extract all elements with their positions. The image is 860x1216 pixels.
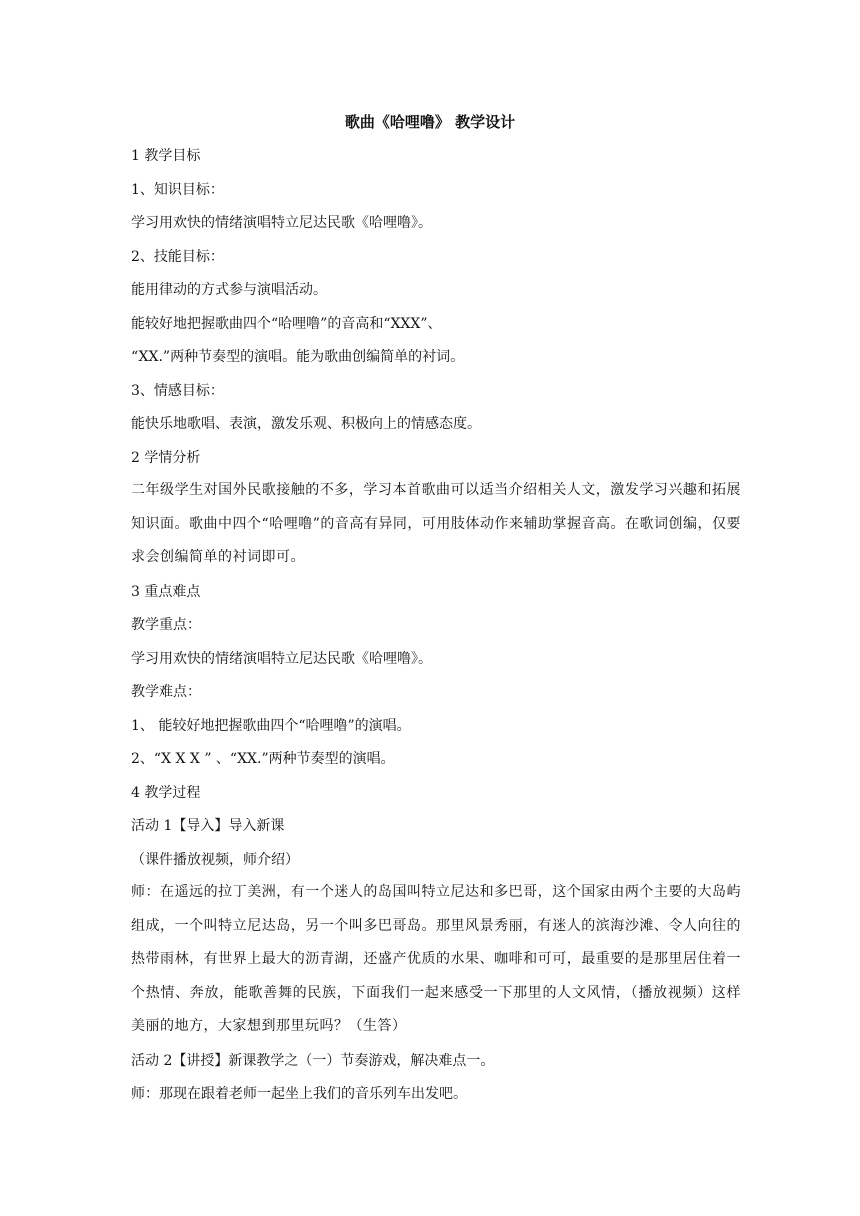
document-title: 歌曲《哈哩噜》 教学设计 bbox=[344, 113, 516, 131]
activity-1-paragraph: 师：在遥远的拉丁美洲，有一个迷人的岛国叫特立尼达和多巴哥，这个国家由两个主要的大岛屿组成，一个叫特立尼达岛，另一个叫多巴哥岛。那里风景秀丽，有迷人的滨海沙滩、令人向往的热带雨林，有世界上最大的沥青湖，还盛产优质的水果、咖啡和可可，最重要的是那里居住着一个热情、奔放，能歌善舞的民族，下面我们一起来感受一下那里的人文风情，（播放视频）这样美丽的地方，大家想到那里玩吗？（生答） bbox=[131, 884, 741, 1035]
knowledge-goal-text: 学习用欢快的情绪演唱特立尼达民歌《哈哩噜》。 bbox=[131, 215, 432, 231]
skill-goal-line-3: “XX.”两种节奏型的演唱。能为歌曲创编简单的衬词。 bbox=[131, 349, 465, 365]
section-heading-process: 4 教学过程 bbox=[131, 784, 201, 801]
activity-1-heading: 活动 1【导入】导入新课 bbox=[131, 818, 285, 834]
section-heading-analysis: 2 学情分析 bbox=[131, 449, 201, 466]
document-body bbox=[131, 146, 741, 1118]
key-point-text: 学习用欢快的情绪演唱特立尼达民歌《哈哩噜》。 bbox=[131, 650, 432, 667]
activity-1-note: （课件播放视频，师介绍） bbox=[131, 851, 299, 868]
difficulty-heading: 教学难点： bbox=[131, 684, 201, 700]
emotion-goal-text: 能快乐地歌唱、表演，激发乐观、积极向上的情感态度。 bbox=[131, 416, 481, 432]
section-heading-objectives: 1 教学目标 bbox=[131, 148, 201, 164]
key-point-heading: 教学重点： bbox=[131, 617, 201, 633]
section-heading-key-points: 3 重点难点 bbox=[131, 583, 201, 600]
knowledge-goal-heading: 1、知识目标： bbox=[131, 181, 224, 198]
difficulty-item-2: 2、“X X X ” 、“XX.”两种节奏型的演唱。 bbox=[131, 751, 395, 767]
analysis-paragraph: 二年级学生对国外民歌接触的不多，学习本首歌曲可以适当介绍相关人文，激发学习兴趣和拓展知识面。歌曲中四个“哈哩噜”的音高有异同，可用肢体动作来辅助掌握音高。在歌词创编，仅要求会创编简单的衬词即可。 bbox=[131, 482, 741, 566]
skill-goal-line-1: 能用律动的方式参与演唱活动。 bbox=[131, 282, 327, 298]
skill-goal-heading: 2、技能目标： bbox=[131, 248, 224, 265]
skill-goal-line-2: 能较好地把握歌曲四个“哈哩噜”的音高和“XXX”、 bbox=[131, 315, 442, 332]
difficulty-item-1: 1、 能较好地把握歌曲四个“哈哩噜”的演唱。 bbox=[131, 717, 411, 734]
activity-2-heading: 活动 2【讲授】新课教学之（一）节奏游戏，解决难点一。 bbox=[131, 1052, 495, 1069]
emotion-goal-heading: 3、情感目标： bbox=[131, 382, 224, 399]
activity-2-text: 师：那现在跟着老师一起坐上我们的音乐列车出发吧。 bbox=[131, 1086, 467, 1102]
